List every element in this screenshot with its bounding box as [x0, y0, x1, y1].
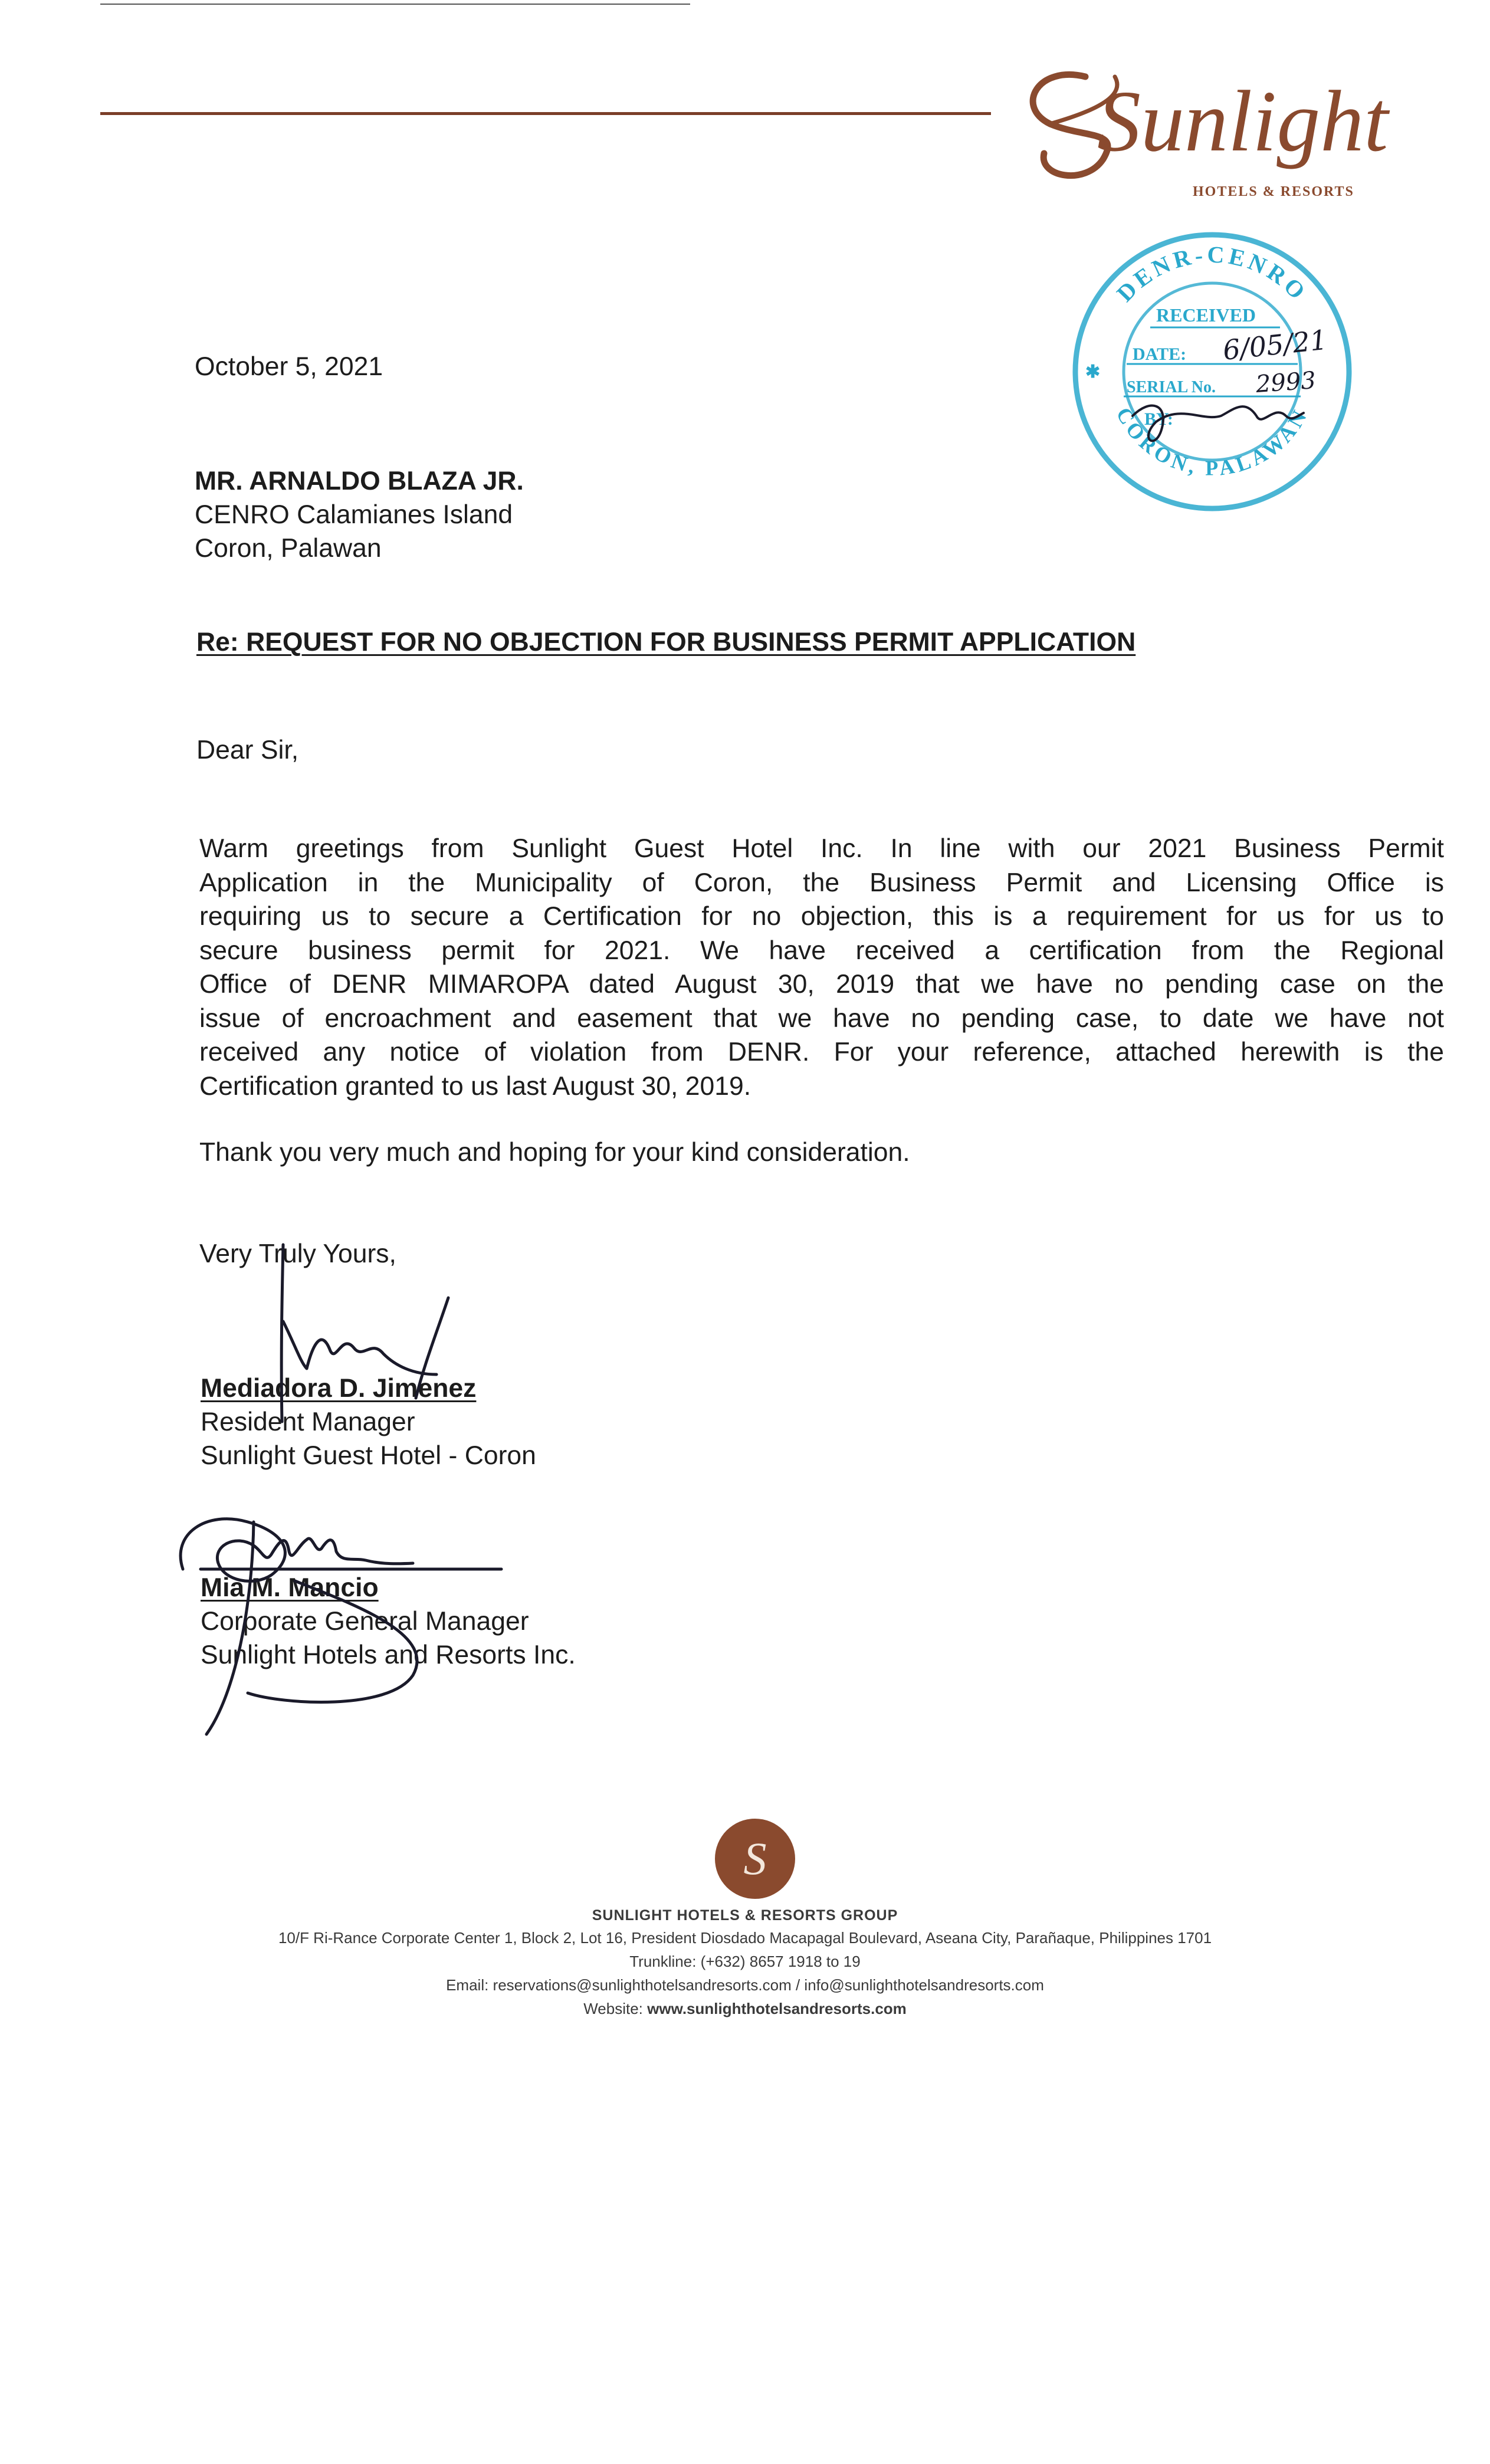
body-paragraph — [199, 832, 1444, 1103]
stamp-handwritten-serial: 2993 — [1255, 366, 1317, 398]
stamp-handwritten-date: 6/05/21 — [1221, 323, 1329, 366]
signature-jimenez — [260, 1227, 531, 1439]
footer-website: www.sunlighthotelsandresorts.com — [647, 2000, 907, 2017]
signatory-2-company: Sunlight Hotels and Resorts Inc. — [201, 1641, 576, 1669]
recipient-office: CENRO Calamianes Island — [195, 500, 513, 529]
recipient-location: Coron, Palawan — [195, 534, 382, 563]
stamp-top-text: DENR-CENRO — [1111, 241, 1313, 307]
footer-website-line — [0, 2000, 1490, 2018]
signatory-2-title: Corporate General Manager — [201, 1607, 529, 1636]
footer-address: 10/F Ri-Rance Corporate Center 1, Block 2, Lot 16, President Diosdado Macapagal Boulevard, Aseana City, Parañaque, Philippines 1701 — [278, 1929, 1212, 1947]
header-rule — [100, 112, 991, 115]
footer-email: Email: reservations@sunlighthotelsandresorts.com / info@sunlighthotelsandresorts.com — [446, 1976, 1044, 1994]
body-line: Certification granted to us last August 30, 2019. — [199, 1071, 751, 1101]
complimentary-close: Very Truly Yours, — [199, 1239, 396, 1268]
received-stamp — [1068, 227, 1357, 516]
body-line: requiring us to secure a Certification for no objection, this is a requirement for us for us to — [199, 902, 1444, 931]
footer-logo-badge — [715, 1819, 795, 1899]
body-line: received any notice of violation from DENR. For your reference, attached herewith is the — [199, 1038, 1444, 1067]
signature-mancio — [165, 1498, 519, 1746]
svg-text:DENR-CENRO — [1111, 241, 1313, 307]
logo-word: Sunlight — [1097, 73, 1389, 170]
logo-subtitle: HOTELS & RESORTS — [1193, 184, 1354, 199]
signatory-1-name: Mediadora D. Jimenez — [201, 1374, 477, 1403]
body-line: secure business permit for 2021. We have received a certification from the Regional — [199, 936, 1444, 965]
svg-text:CORON, PALAWAN — [1111, 403, 1312, 480]
stamp-received: RECEIVED — [1156, 304, 1256, 326]
footer-group-name: SUNLIGHT HOTELS & RESORTS GROUP — [592, 1907, 898, 1924]
salutation: Dear Sir, — [196, 736, 299, 765]
sunlight-logo — [1003, 41, 1404, 212]
stamp-date-label: DATE: — [1133, 344, 1187, 364]
stamp-bottom-text: CORON, PALAWAN — [1111, 403, 1313, 480]
body-line: Warm greetings from Sunlight Guest Hotel Inc. In line with our 2021 Business Permit — [199, 834, 1444, 863]
recipient-block — [195, 464, 524, 565]
signatory-1-company: Sunlight Guest Hotel - Coron — [201, 1441, 536, 1470]
footer-logo-letter: S — [743, 1833, 767, 1884]
recipient-name: MR. ARNALDO BLAZA JR. — [195, 467, 524, 496]
letter-date: October 5, 2021 — [195, 352, 383, 381]
stamp-star-icon: ✱ — [1085, 362, 1101, 382]
header-rule-thin — [100, 4, 690, 5]
body-line: issue of encroachment and easement that we have no pending case, to date we have not — [199, 1003, 1444, 1033]
stamp-by-label: BY: — [1144, 409, 1173, 429]
body-line: Application in the Municipality of Coron, the Business Permit and Licensing Office is — [199, 868, 1444, 897]
footer-website-label: Website: — [583, 2000, 643, 2017]
signatory-1-title: Resident Manager — [201, 1407, 415, 1436]
stamp-serial-label: SERIAL No. — [1127, 378, 1216, 396]
subject-line: Re: REQUEST FOR NO OBJECTION FOR BUSINESS PERMIT APPLICATION — [196, 628, 1136, 657]
footer-trunkline: Trunkline: (+632) 8657 1918 to 19 — [629, 1953, 861, 1970]
closing-paragraph: Thank you very much and hoping for your kind consideration. — [199, 1138, 910, 1167]
body-line: Office of DENR MIMAROPA dated August 30, 2019 that we have no pending case on the — [199, 970, 1444, 999]
signatory-2-name: Mia M. Mancio — [201, 1573, 379, 1602]
